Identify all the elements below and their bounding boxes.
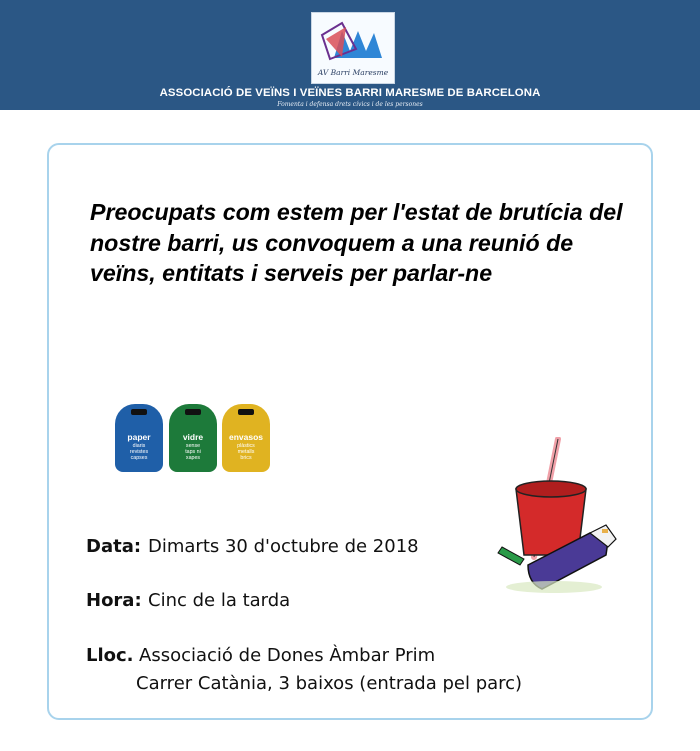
organization-name: ASSOCIACIÓ DE VEÏNS I VEÏNES BARRI MARESME DE BARCELONA	[159, 87, 541, 99]
time-label: Hora:	[86, 590, 142, 611]
time-row	[86, 590, 291, 611]
recycling-bins	[115, 400, 271, 474]
place-label: Lloc.	[86, 645, 134, 666]
place-row	[86, 645, 523, 694]
association-logo	[311, 12, 395, 84]
date-label: Data:	[86, 536, 142, 557]
headline: Preocupats com estem per l'estat de brutícia del nostre barri, us convoquem a una reunió de veïns, entitats i serveis per parlar-ne	[90, 199, 623, 286]
paper-bin-icon	[115, 400, 163, 474]
bin-detail: sense taps ni xapes	[185, 443, 201, 461]
time-value: Cinc de la tarda	[148, 590, 291, 611]
logo-text: AV Barri Maresme	[317, 68, 389, 77]
bin-title: vidre	[182, 432, 204, 442]
header-banner	[0, 0, 700, 110]
place-address: Carrer Catània, 3 baixos (entrada pel parc)	[136, 673, 523, 694]
bin-title: paper	[127, 432, 151, 442]
bin-detail: plàstics metalls brics	[237, 443, 255, 461]
bin-detail: diaris revistes capses	[129, 443, 149, 461]
glass-bin-icon	[169, 400, 217, 474]
packaging-bin-icon	[222, 400, 270, 474]
date-value: Dimarts 30 d'octubre de 2018	[148, 536, 419, 557]
bin-title: envasos	[228, 432, 264, 442]
organization-tagline: Fomenta i defensa drets cívics i de les persones	[277, 101, 423, 108]
cleaning-bucket-icon	[484, 437, 620, 597]
date-row	[86, 536, 419, 557]
place-name: Associació de Dones Àmbar Prim	[139, 645, 436, 666]
